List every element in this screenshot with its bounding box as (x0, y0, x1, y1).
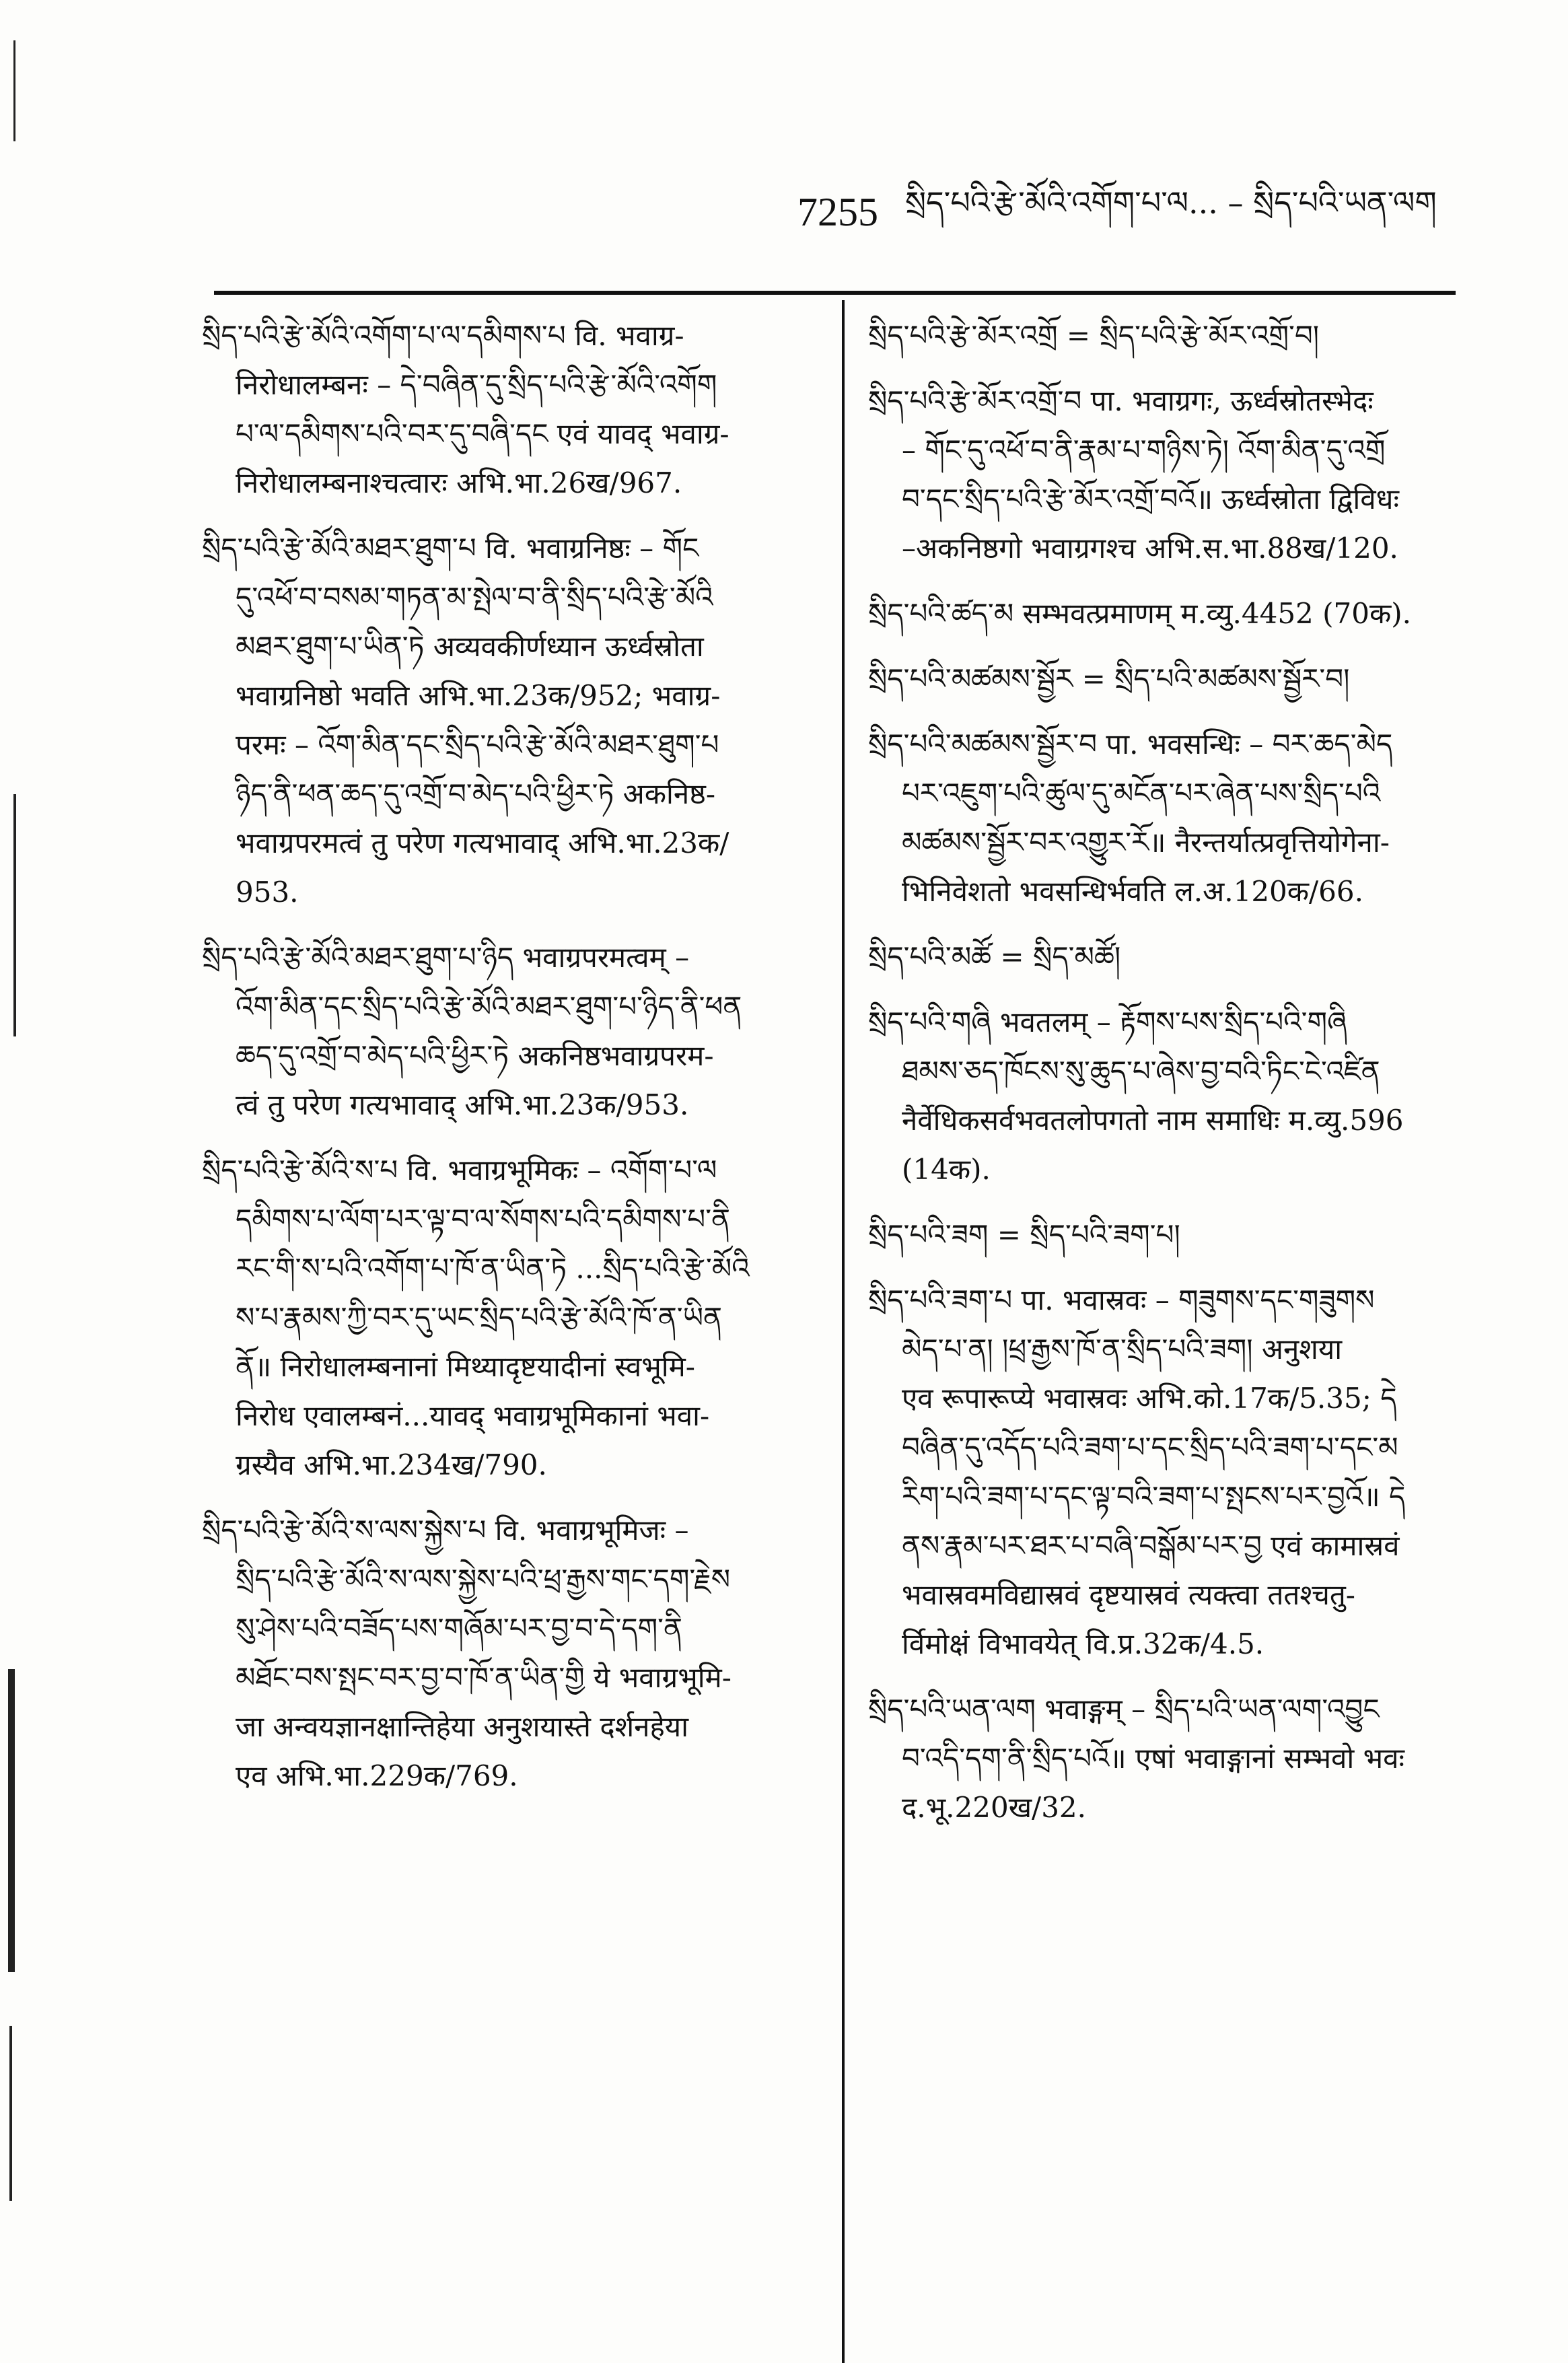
entry-text-line: (14क). (902, 1153, 991, 1186)
dictionary-entry (868, 1685, 1460, 1832)
entry-headword-line: སྲིད་པའི་ཡན་ལག भवाङ्गम् – སྲིད་པའི་ཡན་ལག་འབྱུང (868, 1693, 1380, 1726)
entry-headword-line: སྲིད་པའི་རྩེ་མོའི་འགོག་པ་ལ་དམིགས་པ वि. भवाग्र- (202, 319, 684, 352)
entry-headword-line: སྲིད་པའི་རྩེ་མོར་འགྲོ = སྲིད་པའི་རྩེ་མོར་འགྲོ་བ། (868, 319, 1320, 352)
entry-headword-line: སྲིད་པའི་གཞི भवतलम् – རྟོགས་པས་སྲིད་པའི་གཞི (868, 1006, 1347, 1038)
entry-text-line: མེད་པ་ན། །ཕྲ་རྒྱས་ཁོ་ན་སྲིད་པའི་ཟག། अनुशया (902, 1333, 1343, 1366)
entry-text-line: द.भू.220ख/32. (902, 1791, 1086, 1824)
entry-headword-line: སྲིད་པའི་མཚམས་སྦྱོར = སྲིད་པའི་མཚམས་སྦྱོར་བ། (868, 662, 1350, 695)
entry-text-line: भवाग्रनिष्ठो भवति अभि.भा.23क/952; भवाग्र- (236, 679, 721, 712)
entry-text-line: भवास्रवमविद्यास्रवं दृष्टयास्रवं त्यक्त्वा ततश्चतु- (902, 1578, 1355, 1611)
entry-text-line: – གོང་དུ་འཕོ་བ་ནི་རྣམ་པ་གཉིས་ཏེ། འོག་མིན་དུ་འགྲོ (902, 433, 1386, 466)
dictionary-entry (868, 376, 1460, 573)
entry-text-line: དུ་འཕོ་བ་བསམ་གཏན་མ་སྤེལ་བ་ནི་སྲིད་པའི་རྩེ་མོའི (236, 581, 713, 614)
entry-text-line: भवाग्रपरमत्वं तु परेण गत्यभावाद् अभि.भा.23क/ (236, 826, 729, 859)
entry-text-line: མཐོང་བས་སྤང་བར་བྱ་བ་ཁོ་ན་ཡིན་གྱི ये भवाग्रभूमि- (236, 1661, 732, 1694)
dictionary-entry (868, 932, 1460, 981)
scan-edge-mark (9, 2026, 12, 2201)
entry-text-line: ཐམས་ཅད་ཁོངས་སུ་ཆུད་པ་ཞེས་བྱ་བའི་ཏིང་ངེ་འཛིན (902, 1055, 1380, 1088)
entry-text-line: निरोध एवालम्बनं...यावद् भवाग्रभूमिकानां भवा- (236, 1399, 710, 1432)
entry-text-line: རང་གི་ས་པའི་འགོག་པ་ཁོ་ན་ཡིན་ཏེ ...སྲིད་པའི་རྩེ་མོའི (236, 1252, 750, 1285)
entry-text-line: བ་དང་སྲིད་པའི་རྩེ་མོར་འགྲོ་བའོ॥ ऊर्ध्वस्रोता द्विविधः (902, 483, 1399, 516)
dictionary-entry (868, 1275, 1460, 1668)
entry-text-line: नैर्वेधिकसर्वभवतलोपगतो नाम समाधिः म.व्यु.596 (902, 1104, 1404, 1137)
entry-text-line: निरोधालम्बनाश्चत्वारः अभि.भा.26ख/967. (236, 466, 682, 499)
entry-text-line: र्विमोक्षं विभावयेत् वि.प्र.32क/4.5. (902, 1627, 1264, 1660)
entry-text-line: མཚམས་སྦྱོར་བར་འགྱུར་རོ॥ नैरन्तर्यात्प्रवृत्तियोगेना- (902, 826, 1390, 859)
running-header (797, 182, 1464, 242)
scan-edge-mark (13, 40, 15, 141)
entry-text-line: བ་འདི་དག་ནི་སྲིད་པའོ॥ एषां भवाङ्गानां सम्भवो भवः (902, 1742, 1404, 1775)
dictionary-entry (868, 311, 1460, 360)
running-head: སྲིད་པའི་རྩེ་མོའི་འགོག་པ་ལ... – སྲིད་པའི་ཡན་ལག (905, 184, 1437, 221)
entry-headword-line: སྲིད་པའི་ཟག་པ पा. भवास्रवः – གཟུགས་དང་གཟུགས (868, 1283, 1375, 1316)
entry-headword-line: སྲིད་པའི་རྩེ་མོར་འགྲོ་བ पा. भवाग्रगः, ऊर्ध्वस्रोतस्भेदः (868, 384, 1374, 417)
entry-text-line: ནོ॥ निरोधालम्बनानां मिथ्यादृष्टयादीनां स्वभूमि- (236, 1350, 695, 1383)
entry-headword-line: སྲིད་པའི་མཚམས་སྦྱོར་བ पा. भवसन्धिः – བར་ཆད་མེད (868, 728, 1393, 761)
entry-text-line: जा अन्वयज्ञानक्षान्तिहेया अनुशयास्ते दर्शनहेया (236, 1710, 689, 1743)
entry-text-line: རིག་པའི་ཟག་པ་དང་ལྟ་བའི་ཟག་པ་སྤངས་པར་བྱའོ॥ དེ (902, 1480, 1406, 1513)
dictionary-entry (202, 933, 821, 1129)
dictionary-entry (868, 1210, 1460, 1259)
entry-headword-line: སྲིད་པའི་རྩེ་མོའི་མཐར་ཐུག་པ वि. भवाग्रनिष्ठः – གོང (202, 532, 699, 565)
entry-text-line: –अकनिष्ठगो भवाग्रगश्च अभि.स.भा.88ख/120. (902, 532, 1398, 565)
dictionary-entry (868, 589, 1460, 638)
dictionary-entry (202, 1145, 821, 1489)
entry-headword-line: སྲིད་པའི་ཟག = སྲིད་པའི་ཟག་པ། (868, 1218, 1180, 1251)
entry-text-line: ཆད་དུ་འགྲོ་བ་མེད་པའི་ཕྱིར་ཏེ अकनिष्ठभवाग्रपरम- (236, 1039, 714, 1072)
entry-text-line: པར་འཇུག་པའི་ཚུལ་དུ་མངོན་པར་ཞེན་པས་སྲིད་པའི (902, 777, 1381, 810)
entry-headword-line: སྲིད་པའི་རྩེ་མོའི་ས་ལས་སྐྱེས་པ वि. भवाग्रभूमिजः – (202, 1514, 689, 1547)
entry-headword-line: སྲིད་པའི་རྩེ་མོའི་མཐར་ཐུག་པ་ཉིད भवाग्रपरमत्वम् – (202, 941, 690, 974)
dictionary-entry (202, 1506, 821, 1800)
column-divider (842, 300, 845, 2363)
entry-text-line: སུ་ཤེས་པའི་བཟོད་པས་གཞོམ་པར་བྱ་བ་དེ་དག་ནི (236, 1612, 682, 1645)
entry-text-line: भिनिवेशतो भवसन्धिर्भवति ल.अ.120क/66. (902, 875, 1363, 908)
entry-text-line: དམིགས་པ་ལོག་པར་ལྟ་བ་ལ་སོགས་པའི་དམིགས་པ་ནི (236, 1203, 731, 1236)
entry-text-line: ग्रस्यैव अभि.भा.234ख/790. (236, 1448, 547, 1481)
entry-text-line: འོག་མིན་དང་སྲིད་པའི་རྩེ་མོའི་མཐར་ཐུག་པ་ཉིད་ནི་ཕན (236, 990, 742, 1023)
scan-edge-mark (13, 794, 16, 1036)
scan-edge-mark (8, 1669, 15, 1972)
left-column (202, 311, 821, 1817)
entry-headword-line: སྲིད་པའི་ཚད་མ सम्भवत्प्रमाणम् म.व्यु.4452 (70क). (868, 597, 1411, 630)
entry-headword-line: སྲིད་པའི་རྩེ་མོའི་ས་པ वि. भवाग्रभूमिकः – འགོག་པ་ལ (202, 1154, 717, 1187)
entry-text-line: एव रूपारूप्ये भवास्रवः अभि.को.17क/5.35; དེ (902, 1382, 1397, 1415)
dictionary-entry (868, 997, 1460, 1194)
entry-text-line: त्वं तु परेण गत्यभावाद् अभि.भा.23क/953. (236, 1088, 689, 1121)
entry-text-line: परमः – འོག་མིན་དང་སྲིད་པའི་རྩེ་མོའི་མཐར་ཐུག་པ (236, 728, 719, 761)
entry-text-line: སྲིད་པའི་རྩེ་མོའི་ས་ལས་སྐྱེས་པའི་ཕྲ་རྒྱས་གང་དག་རྗེས (236, 1563, 731, 1596)
dictionary-entry (202, 524, 821, 917)
page-number: 7255 (797, 189, 878, 234)
entry-text-line: པ་ལ་དམིགས་པའི་བར་དུ་བཞི་དང एवं यावद् भवाग्र- (236, 417, 729, 450)
entry-text-line: མཐར་ཐུག་པ་ཡིན་ཏེ अव्यवकीर्णध्यान ऊर्ध्वस्रोता (236, 630, 704, 663)
entry-text-line: निरोधालम्बनः – དེ་བཞིན་དུ་སྲིད་པའི་རྩེ་མོའི་འགོག (236, 368, 717, 401)
entry-text-line: ས་པ་རྣམས་ཀྱི་བར་དུ་ཡང་སྲིད་པའི་རྩེ་མོའི་ཁོ་ན་ཡིན (236, 1301, 723, 1334)
right-column (868, 311, 1460, 1848)
dictionary-entry (868, 719, 1460, 916)
header-rule (214, 291, 1456, 295)
entry-text-line: 953. (236, 876, 299, 909)
dictionary-entry (202, 311, 821, 507)
entry-text-line: བཞིན་དུ་འདོད་པའི་ཟག་པ་དང་སྲིད་པའི་ཟག་པ་དང་མ (902, 1431, 1398, 1464)
entry-text-line: एव अभि.भा.229क/769. (236, 1759, 518, 1792)
entry-headword-line: སྲིད་པའི་མཚོ = སྲིད་མཚོ། (868, 940, 1121, 973)
entry-text-line: ཉིད་ནི་ཕན་ཆད་དུ་འགྲོ་བ་མེད་པའི་ཕྱིར་ཏེ अकनिष्ठ- (236, 777, 716, 810)
entry-text-line: ནས་རྣམ་པར་ཐར་པ་བཞི་བསྒོམ་པར་བྱ एवं कामास्रवं (902, 1529, 1400, 1562)
dictionary-entry (868, 654, 1460, 703)
